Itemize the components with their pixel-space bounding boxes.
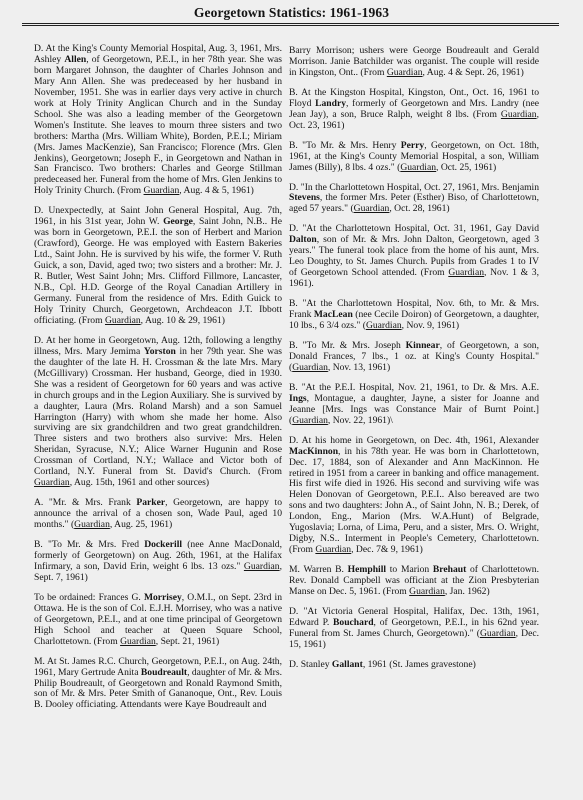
entry-text: Barry Morrison; ushers were George Boudreault and Gerald Morrison. Janie Batchilder was organist. The couple will reside in Kingston, Ont.. (From: [289, 45, 539, 78]
surname: Dockerill: [144, 539, 183, 551]
surname: Dalton: [289, 234, 317, 246]
record-entry: [289, 607, 539, 651]
entry-text: B. "At the Charlottetown Hospital, Nov. 6th, to Mr. & Mrs. Frank: [289, 298, 539, 321]
source-citation: Guardian: [500, 108, 537, 120]
record-entry: [289, 565, 539, 598]
entry-text: , formerly of Georgetown and Mrs. Landry (nee Jean Jay), a son, Bruce Ralph, weight 8 lbs. (From: [289, 97, 539, 120]
source-citation: Guardian: [400, 161, 437, 173]
record-entry: [289, 341, 539, 374]
entry-text: , Aug. 4 & 5, 1961): [179, 185, 254, 197]
entry-text: D. "At Victoria General Hospital, Halifax, Dec. 13th, 1961, Edward P.: [289, 605, 539, 628]
surname: Stevens: [289, 192, 320, 204]
entry-text: B. "To Mr. & Mrs. Joseph: [289, 339, 406, 351]
entry-text: to Marion: [386, 564, 433, 576]
entry-text: , Aug. 10 & 29, 1961): [140, 314, 225, 326]
surname: Morrisey: [143, 591, 182, 603]
record-entry: [289, 141, 539, 174]
surname: Hemphill: [347, 564, 387, 576]
entry-text: , son of Mr. & Mrs. John Dalton, Georgetown, aged 3 years." The funeral took place from the home of his aunt, Mrs. Leo Doughty, to St. James Church. Pupils from Grades 1 to IV of Georgetown School attended. (From: [289, 234, 539, 279]
source-citation: Guardian: [353, 203, 390, 215]
entry-text: D. Unexpectedly, at Saint John General Hospital, Aug. 7th, 1961, in his 31st year, John W.: [34, 205, 282, 228]
entry-text: , Nov. 9, 1961): [401, 320, 460, 332]
entry-text: , Oct. 23, 1961): [289, 108, 539, 131]
entry-text: , Georgetown, on Oct. 18th, 1961, at the King's County Memorial Hospital, a son, William James (Billy), 8 lbs. 4 ozs." (: [289, 139, 539, 173]
entry-text: , Aug. 4 & Sept. 26, 1961): [422, 66, 524, 78]
source-citation: Guardian: [448, 267, 485, 279]
record-entry: [289, 183, 539, 216]
surname: Perry: [400, 139, 425, 151]
surname: Gallant: [331, 658, 363, 670]
surname: Ings: [289, 392, 307, 404]
surname: Allen: [64, 53, 87, 65]
entry-text: M. Warren B.: [289, 564, 348, 576]
source-citation: Guardian: [386, 66, 423, 78]
entry-text: , Nov. 22, 1961)\: [327, 414, 393, 426]
record-entry: [289, 224, 539, 290]
right-column: [289, 46, 539, 680]
left-column: [34, 44, 282, 720]
entry-text: B. "To Mr. & Mrs. Fred: [34, 539, 145, 551]
surname: Parker: [136, 497, 166, 509]
record-entry: [34, 657, 282, 712]
record-entry: [289, 660, 539, 671]
source-citation: Guardian: [74, 519, 110, 531]
entry-text: , daughter of Mr. & Mrs. Philip Boudreault, of Georgetown and Ronald Raymond Smith, son of Mr. & Mrs. Peter Smith of Gananoque, Ont., Rev. Louis B. Dooley officiating. Attendants were Kaye Boudreault and: [34, 666, 282, 711]
record-entry: [289, 46, 539, 79]
source-citation: Guardian: [120, 635, 156, 647]
entry-text: B. At the Kingston Hospital, Kingston, Ont., Oct. 16, 1961 to Floyd: [289, 86, 539, 109]
entry-text: , Georgetown, are happy to announce the arrival of a chosen son, Wade Paul, aged 10 months." (: [34, 497, 282, 531]
source-citation: Guardian: [409, 586, 445, 598]
entry-text: , Nov. 13, 1961): [327, 361, 391, 373]
entry-text: B. "To Mr. & Mrs. Henry: [289, 139, 401, 151]
entry-text: (nee Anne MacDonald, formerly of Georgetown) on Aug. 26th, 1961, at the Halifax Infirmary, a son, David Erin, weight 6 lbs. 13 ozs.": [34, 539, 282, 572]
entry-text: , Saint John, N.B.. He was born in Georgetown, P.E.I. the son of Herbert and Marion (Crawford), George. He was employed with Eastern Bakeries Ltd., Saint John. He is survived by his wife, the former V. Ruth Guick, a son, David, aged two; two sisters and a brother: Mr. J. R. Butler, West Saint John; Mrs. Clifford Fillmore, Lancaster, N.B., Cpl. H.D. George of the Royal Canadian Artillery in Germany. Funeral from the residence of Mrs. Edith Guick to Holy Trinity Church, Georgetown, Archdeacon J.T. Ibbott officiating. (From: [34, 216, 282, 326]
page-title: Georgetown Statistics: 1961-1963: [193, 5, 390, 20]
surname: Brehaut: [432, 564, 467, 576]
entry-text: , Sept. 21, 1961): [155, 635, 220, 647]
entry-text: , Sept. 7, 1961): [34, 560, 282, 583]
record-entry: [289, 436, 539, 556]
surname: George: [163, 216, 193, 228]
entry-text: D. At his home in Georgetown, on Dec. 4th, 1961, Alexander: [289, 434, 539, 446]
source-citation: Guardian: [292, 361, 328, 373]
record-entry: [34, 336, 282, 489]
source-citation: Guardian: [243, 560, 280, 572]
source-citation: Guardian: [143, 185, 180, 197]
source-citation: Guardian: [34, 477, 70, 489]
surname: MacLean: [313, 309, 353, 321]
entry-text: M. At St. James R.C. Church, Georgetown, P.E.I., on Aug. 24th, 1961, Mary Gertrude Anita: [34, 655, 282, 678]
entry-text: D. Stanley: [289, 658, 332, 670]
record-entry: [34, 593, 282, 648]
record-entry: [289, 383, 539, 427]
entry-text: D. At her home in Georgetown, Aug. 12th, following a lengthy illness, Mrs. Mary Jemima: [34, 334, 282, 357]
entry-text: (nee Cecile Doiron) of Georgetown, a daughter, 10 lbs., 6 3/4 ozs." (: [289, 309, 540, 332]
source-citation: Guardian: [479, 627, 516, 639]
entry-text: , Nov. 1 & 3, 1961).: [289, 267, 539, 290]
record-entry: [34, 44, 282, 197]
entry-text: , Dec. 7& 9, 1961): [351, 544, 423, 556]
record-entry: [34, 540, 282, 584]
entry-text: D. At the King's County Memorial Hospital, Aug. 3, 1961, Mrs. Ashley: [34, 43, 282, 65]
record-entry: [34, 498, 282, 531]
source-citation: Guardian: [104, 314, 141, 326]
entry-text: , 1961 (St. James gravestone): [362, 658, 476, 670]
entry-text: , in his 78th year. He was born in Charlottetown, Dec. 17, 1884, son of Alexander and Ann MacKinnon. He retired in 1951 from a career in banking and office management. His first wife died in 1926. His second and surviving wife was Helen Donovan of Georgetown, P.E.I.. Also bereaved are two sons and two daughters: John A., of Saint John, N. B.; Derek, of London, Eng., Marion (Mrs. W.A.Hunt) of Belgrade, Yugoslavia; Lorna, of Lima, Peru, and a sister, Mrs. O. Wright, Digby, N.S.. Interment in People's Cemetery, Charlottetown. (From: [289, 445, 539, 556]
surname: MacKinnon: [289, 445, 339, 457]
surname: Landry: [315, 97, 347, 109]
entry-text: , Montague, a daughter, Jayne, a sister for Joanne and Jeanne [Mrs. Ings was Constance Mair of Burnt Point.] (: [289, 392, 539, 426]
entry-text: in her 79th year. She was the daughter of the late H. H. Crossman & the late Mrs. Mary (McGillivary) Crossman. Her husband, George, died in 1930. She was a resident of Georgetown for 60 years and was active in church groups and in the Legion Auxiliary. She is survived by a daughter, Laura (Mrs. Roland Marsh) and a son Samuel Harrington (Harry) with whom she made her home. Also surviving are six grandchildren and two great grandchildren. Three sisters and two brothers also survive: Mrs. Helen Sheridan, Syracuse, N.Y.; Alice Warner Hugunin and Rose Crossman of Cortland, N.Y.; Wallace and Victor both of Cortland, N.Y. Funeral from St. David's Church. (From: [34, 345, 282, 478]
entry-text: , of Georgetown, P.E.I., in her 78th year. She was born Margaret Johnson, the daughter of Charles Johnson and Mary Ann Allen. She was predeceased by her husband in November, 1951. She was in earlier days very active in church work at Holy Trinity Anglican Church and in the Sunday School. She was also a leading member of the Georgetown Women's Institute. She leaves to mourn three sisters and two brothers: Martha (Mrs. William White), Borden, P.E.I.; Miriam (Mrs. James MacKenzie), San Francisco; Florence (Mrs. Glen Jenkins), Georgetown; Joseph F., in Georgetown and Nathan in San Francisco. Two brothers: Charles and George Stillman predeceased her. Funeral from the home of Mrs. Glen Jenkins to Holy Trinity Church. (From: [34, 53, 283, 197]
title-rule: [22, 23, 559, 26]
entry-text: , Oct. 28, 1961): [389, 203, 450, 215]
entry-text: , Aug. 25, 1961): [109, 519, 173, 531]
surname: Boudreault: [140, 666, 188, 678]
record-entry: [34, 206, 282, 326]
source-citation: Guardian: [292, 414, 328, 426]
entry-text: , of Georgetown, a son, Donald Frances, 7 lbs., 1 oz. at King's County Hospital." (: [289, 339, 539, 373]
entry-text: To be ordained: Frances G.: [34, 591, 144, 603]
entry-text: , O.M.I., on Sept. 23rd in Ottawa. He is the son of Col. E.J.H. Morrisey, who was a native of Georgetown, P.E.I., and at one time principal of Georgetown High School and teacher at Queen Square School, Charlottetown. (From: [34, 591, 282, 647]
entry-text: of Charlottetown. Rev. Donald Campbell was officiant at the Zion Presbyterian Manse on Dec. 5, 1961. (From: [289, 564, 539, 598]
entry-text: , Oct. 25, 1961): [436, 161, 497, 173]
entry-text: , of Georgetown, P.E.I., in his 62nd year. Funeral from St. James Church, Georgetown)." (: [289, 616, 539, 639]
surname: Bouchard: [333, 616, 374, 628]
entry-text: D. "In the Charlottetown Hospital, Oct. 27, 1961, Mrs. Benjamin: [289, 181, 539, 193]
entry-text: , the former Mrs. Peter (Esther) Biso, of Charlottetown, aged 57 years." (: [289, 192, 539, 215]
entry-text: , Dec. 15, 1961): [289, 627, 539, 650]
record-entry: [289, 88, 539, 132]
entry-text: B. "At the P.E.I. Hospital, Nov. 21, 1961, to Dr. & Mrs. A.E.: [289, 381, 539, 393]
entry-text: , Aug. 15th, 1961 and other sources): [69, 477, 210, 489]
source-citation: Guardian: [315, 544, 352, 556]
record-entry: [289, 299, 539, 332]
source-citation: Guardian: [365, 320, 402, 332]
surname: Yorston: [143, 345, 176, 357]
entry-text: A. "Mr. & Mrs. Frank: [34, 497, 137, 509]
surname: Kinnear: [405, 339, 440, 351]
entry-text: D. "At the Charlottetown Hospital, Oct. 31, 1961, Gay David: [289, 223, 539, 235]
entry-text: , Jan. 1962): [444, 586, 490, 598]
